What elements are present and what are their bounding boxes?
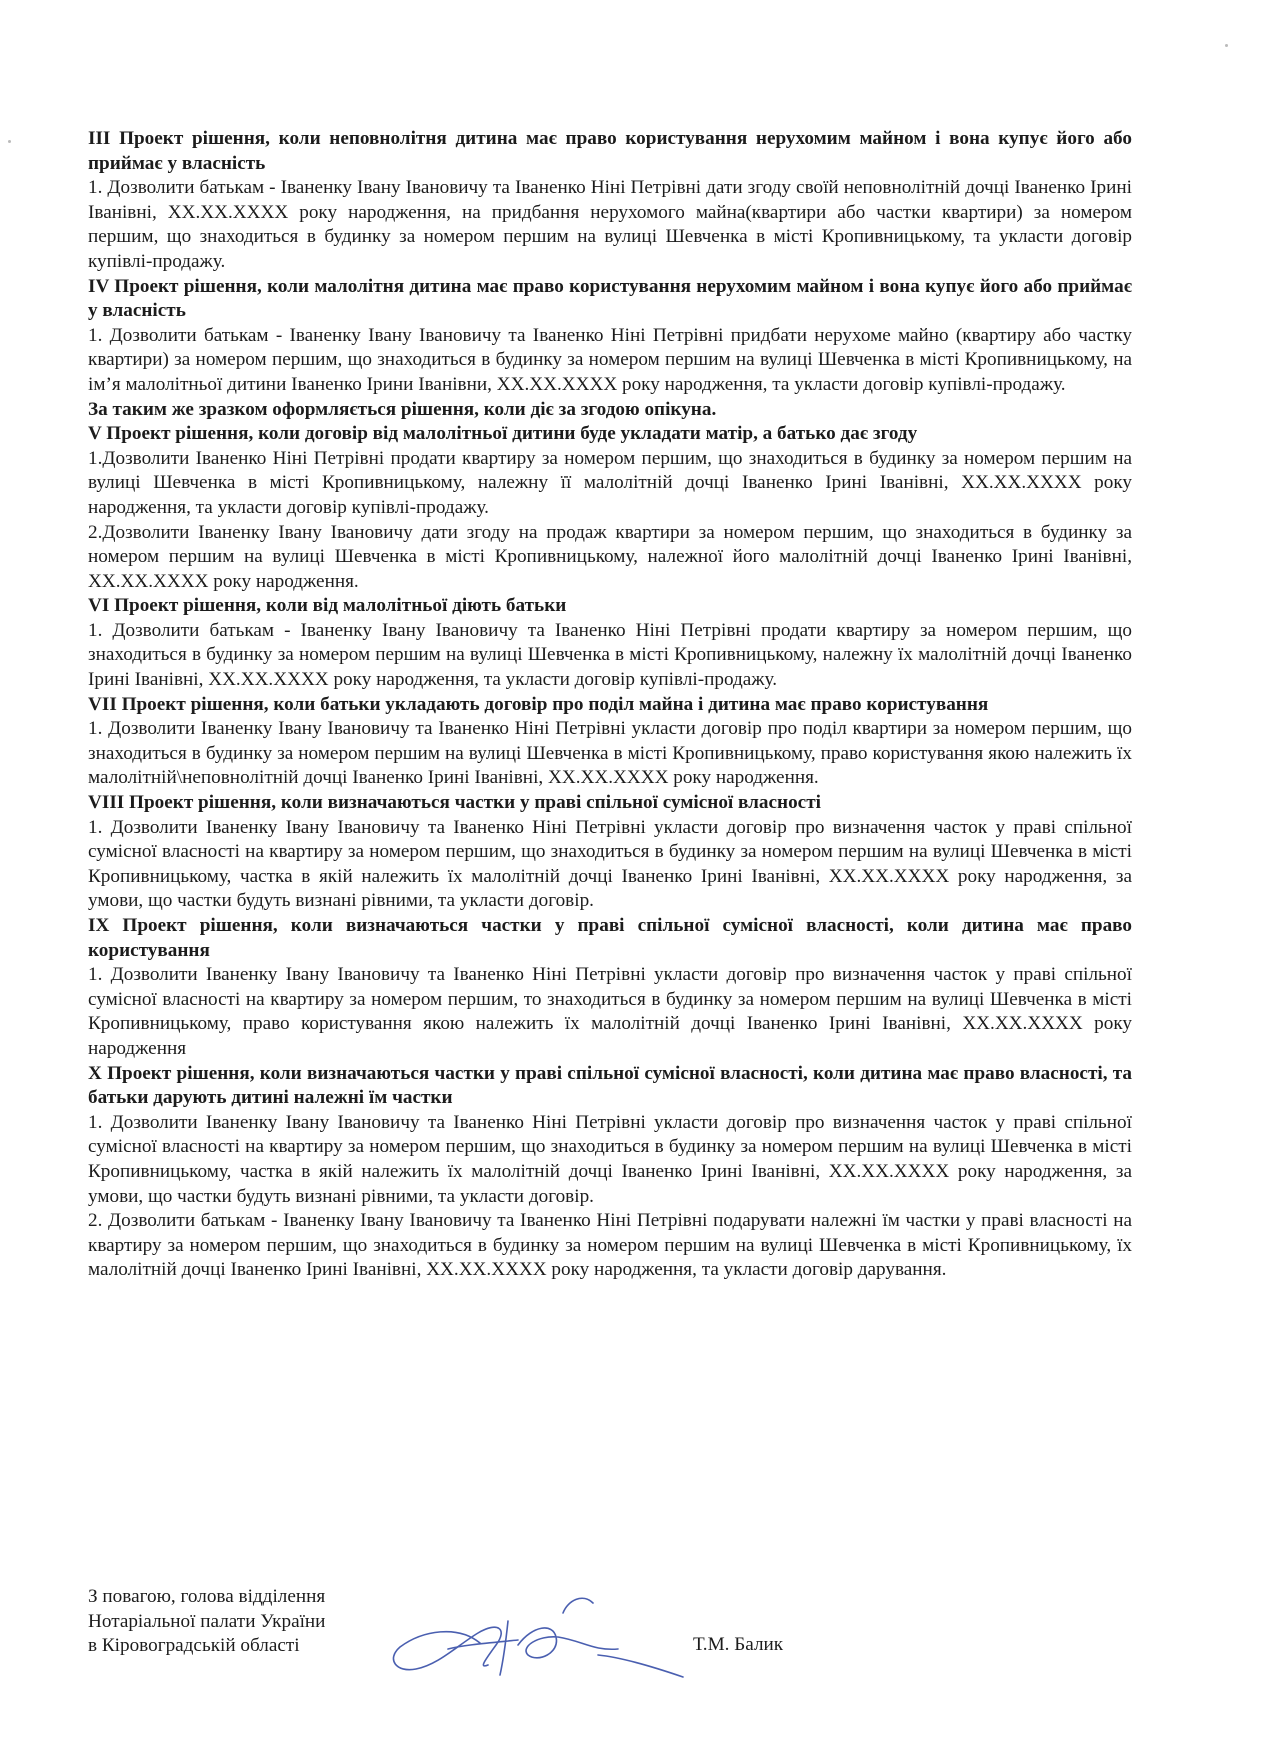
position-line-3: в Кіровоградській області bbox=[88, 1635, 300, 1657]
section-heading: За таким же зразком оформляється рішення, коли діє за згодою опікуна. bbox=[88, 398, 717, 420]
section-heading: ІІІ Проект рішення, коли неповнолітня дитина має право користування нерухомим майном і вона купує його або приймає у власність bbox=[88, 128, 1132, 174]
document-body bbox=[88, 127, 1132, 1283]
scan-artifact bbox=[1225, 44, 1228, 47]
section-heading: X Проект рішення, коли визначаються частки у праві спільної сумісної власності, коли дитина має право власності, та батьки дарують дитині належні їм частки bbox=[88, 1062, 1132, 1109]
section-heading: VIII Проект рішення, коли визначаються частки у праві спільної сумісної власності bbox=[88, 792, 821, 814]
section-paragraph: 1. Дозволити батькам - Іваненку Івану Івановичу та Іваненко Ніні Петрівні продати квартиру за номером першим, що знаходиться в будинку за номером першим на вулиці Шевченка в місті Кропивницькому, належну їх малолітній дочці Іваненко Ірині Іванівні, ХХ.ХХ.ХХХХ року народження, та укласти договір купівлі-продажу. bbox=[88, 619, 1132, 691]
position-line-1: З повагою, голова відділення bbox=[88, 1586, 326, 1607]
section-paragraph: 2.Дозволити Іваненку Івану Івановичу дати згоду на продаж квартири за номером першим, що знаходиться в будинку за номером першим на вулиці Шевченка в місті Кропивницькому, належної його малолітній дочці Іваненко Ірині Іванівні, ХХ.ХХ.ХХХХ року народження. bbox=[88, 521, 1132, 592]
section-paragraph: 1.Дозволити Іваненко Ніні Петрівні продати квартиру за номером першим, що знаходиться в будинку за номером першим на вулиці Шевченка в місті Кропивницькому, належну її малолітній дочці Іваненко Ірині Іванівні, ХХ.ХХ.ХХХХ року народження, та укласти договір купівлі-продажу. bbox=[88, 447, 1132, 518]
section-paragraph: 1. Дозволити Іваненку Івану Івановичу та Іваненко Ніні Петрівні укласти договір про визначення часток у праві спільної сумісної власності на квартиру за номером першим, то знаходиться в будинку за номером першим на вулиці Шевченка в місті Кропивницькому, право користування якою належить їх малолітній дочці Іваненко Ірині Іванівні, ХХ.ХХ.ХХХХ року народження bbox=[88, 964, 1132, 1059]
scan-artifact bbox=[8, 140, 11, 143]
section-heading: IV Проект рішення, коли малолітня дитина має право користування нерухомим майном і вона купує його або приймає у власність bbox=[88, 275, 1132, 322]
signature-block bbox=[88, 1585, 1132, 1695]
section-paragraph: 1. Дозволити батькам - Іваненку Івану Івановичу та Іваненко Ніні Петрівні дати згоду своїй неповнолітній дочці Іваненко Ірині Іванівні, ХХ.ХХ.ХХХХ року народження, на придбання нерухомого майна(квартири або частки квартири) за номером першим, що знаходиться в будинку за номером першим на вулиці Шевченка в місті Кропивницькому, та укласти договір купівлі-продажу. bbox=[88, 177, 1132, 272]
section-paragraph: 2. Дозволити батькам - Іваненку Івану Івановичу та Іваненко Ніні Петрівні подарувати належні їм частки у праві власності на квартиру за номером першим, що знаходиться в будинку за номером першим на вулиці Шевченка в місті Кропивницькому, їх малолітній дочці Іваненко Ірині Іванівні, ХХ.ХХ.ХХХХ року народження, та укласти договір дарування. bbox=[88, 1210, 1132, 1281]
section-paragraph: 1. Дозволити батькам - Іваненку Івану Івановичу та Іваненко Ніні Петрівні придбати нерухоме майно (квартиру або частку квартири) за номером першим, що знаходиться в будинку за номером першим на вулиці Шевченка в місті Кропивницькому, на ім’я малолітньої дитини Іваненко Ірини Іванівни, ХХ.ХХ.ХХХХ року народження, та укласти договір купівлі-продажу. bbox=[88, 324, 1132, 395]
section-paragraph: 1. Дозволити Іваненку Івану Івановичу та Іваненко Ніні Петрівні укласти договір про визначення часток у праві спільної сумісної власності на квартиру за номером першим, що знаходиться в будинку за номером першим на вулиці Шевченка в місті Кропивницькому, частка в якій належить їх малолітній дочці Іваненко Ірині Іванівні, ХХ.ХХ.ХХХХ року народження, за умови, що частки будуть визнані рівними, та укласти договір. bbox=[88, 816, 1132, 912]
position-line-2: Нотаріальної палати України bbox=[88, 1610, 326, 1632]
handwritten-signature bbox=[388, 1585, 708, 1695]
section-paragraph: 1. Дозволити Іваненку Івану Івановичу та Іваненко Ніні Петрівні укласти договір про поділ квартири за номером першим, що знаходиться в будинку за номером першим на вулиці Шевченка в місті Кропивницькому, право користування якою належить їх малолітній\неповнолітній дочці Іваненко Ірині Іванівні, ХХ.ХХ.ХХХХ року народження. bbox=[88, 718, 1132, 789]
section-paragraph: 1. Дозволити Іваненку Івану Івановичу та Іваненко Ніні Петрівні укласти договір про визначення часток у праві спільної сумісної власності на квартиру за номером першим, що знаходиться в будинку за номером першим на вулиці Шевченка в місті Кропивницькому, частка в якій належить їх малолітній дочці Іваненко Ірині Іванівні, ХХ.ХХ.ХХХХ року народження, за умови, що частки будуть визнані рівними, та укласти договір. bbox=[88, 1111, 1132, 1207]
section-heading: V Проект рішення, коли договір від малолітньої дитини буде укладати матір, а батько дає згоду bbox=[88, 423, 918, 445]
signatory-position bbox=[88, 1585, 325, 1659]
signatory-name: Т.М. Балик bbox=[693, 1634, 784, 1655]
section-heading: IX Проект рішення, коли визначаються частки у праві спільної сумісної власності, коли дитина має право користування bbox=[88, 915, 1132, 961]
section-heading: VI Проект рішення, коли від малолітньої діють батьки bbox=[88, 595, 567, 617]
section-heading: VII Проект рішення, коли батьки укладають договір про поділ майна і дитина має право користування bbox=[88, 693, 989, 715]
